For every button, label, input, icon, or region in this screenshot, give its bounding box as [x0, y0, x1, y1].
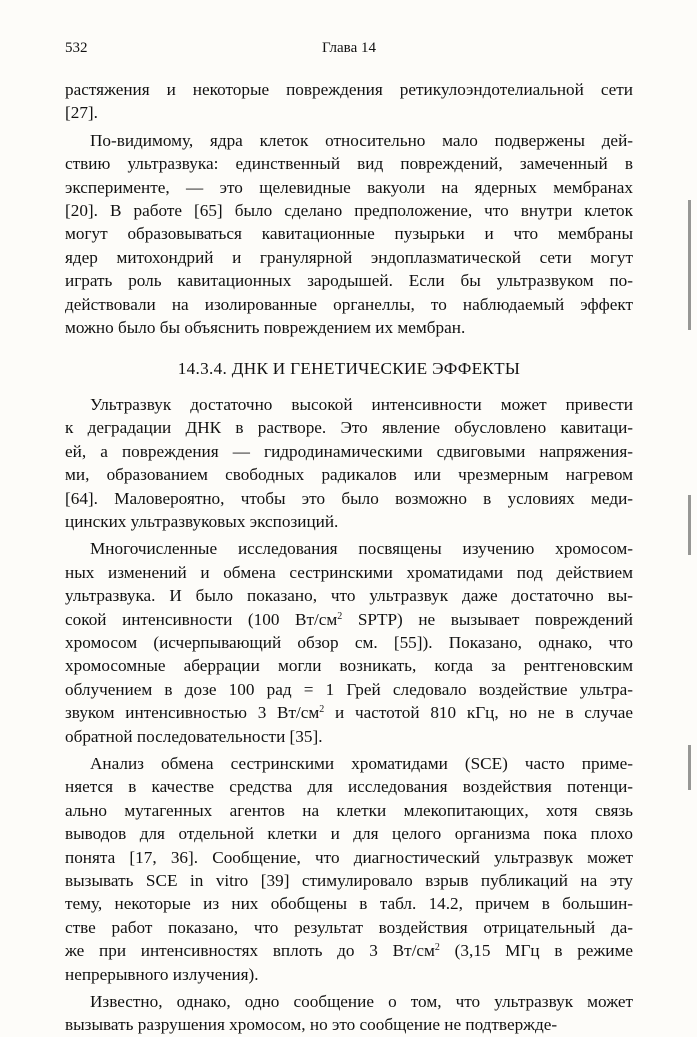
section-heading: 14.3.4. ДНК И ГЕНЕТИЧЕСКИЕ ЭФФЕКТЫ — [177, 359, 521, 379]
text-line: ствию ультразвука: единственный вид повреждений, замеченный в — [65, 154, 633, 174]
text-line: [27]. — [65, 103, 98, 123]
paragraph-continued — [65, 78, 633, 125]
text-line: действовали на изолированные органеллы, то наблюдаемый эффект — [65, 294, 633, 314]
text-line: няется в качестве средства для исследования воздействия потенци- — [65, 777, 633, 797]
text-line: к деградации ДНК в растворе. Это явление обусловлено кавитаци- — [65, 418, 633, 438]
text-line: Многочисленные исследования посвящены изучению хромосом- — [90, 539, 633, 559]
paragraph-sce-analysis — [65, 752, 633, 986]
text-line: По-видимому, ядра клеток относительно мало подвержены дей- — [90, 130, 633, 150]
text-line: тему, некоторые из них обобщены в табл. 14.2, причем в большин- — [65, 894, 633, 914]
text-line: ально мутагенных агентов на клетки млекопитающих, хотя связь — [65, 800, 633, 820]
text-line: эксперименте, — это щелевидные вакуоли на ядерных мембранах — [65, 177, 633, 197]
text-line: играть роль кавитационных зародышей. Если бы ультразвуком по- — [65, 271, 633, 291]
page-header — [65, 40, 633, 62]
text-line: вызывать SCE in vitro [39] стимулировало взрыв публикаций на эту — [65, 871, 633, 890]
text-line: могут образовываться кавитационные пузырьки и что мембраны — [65, 224, 633, 244]
paragraph-nuclei — [65, 129, 633, 340]
text-line: хромосомные аберрации могли возникать, когда за рентгеновским — [65, 656, 633, 676]
body-text — [65, 78, 633, 1037]
text-line: цинских ультразвуковых экспозиций. — [65, 511, 339, 531]
text-line: же при интенсивностях вплоть до 3 $Вт/см^2$ (3,15 МГц в режиме — [65, 941, 634, 961]
text-line: [64]. Маловероятно, чтобы это было возможно в условиях меди- — [65, 488, 633, 508]
scan-edge-mark — [688, 200, 691, 330]
running-title: Глава 14 — [322, 40, 376, 56]
text-line: можно было бы объяснить повреждением их мембран. — [65, 318, 466, 338]
scan-edge-mark — [688, 745, 691, 790]
text-line: Известно, однако, одно сообщение о том, что ультразвук может — [90, 992, 633, 1012]
paragraph-dna-degradation — [65, 393, 633, 533]
text-line: Анализ обмена сестринскими хроматидами (SCE) часто приме- — [90, 753, 633, 773]
text-line: непрерывного излучения). — [65, 964, 259, 984]
text-line: растяжения и некоторые повреждения ретикулоэндотелиальной сети — [65, 80, 633, 99]
text-line: ядер митохондрий и гранулярной эндоплазматической сети могут — [65, 247, 633, 267]
text-line: облучением в дозе 100 рад = 1 Грей следовало воздействие ультра- — [65, 679, 633, 699]
text-line: хромосом (исчерпывающий обзор см. [55]). Показано, однако, что — [65, 632, 633, 652]
text-line: обратной последовательности [35]. — [65, 726, 323, 746]
paragraph-chromosome-damage — [65, 990, 633, 1037]
text-line: ных изменений и обмена сестринскими хроматидами под действием — [65, 562, 633, 582]
text-line: ультразвука. И было показано, что ультразвук даже достаточно вы- — [65, 586, 633, 606]
text-line: вызывать разрушения хромосом, но это сообщение не подтвержде- — [65, 1015, 558, 1035]
book-page — [65, 40, 633, 1037]
text-line: выводов для отдельной клетки и для целого организма пока плохо — [65, 824, 633, 844]
text-line: сокой интенсивности (100 $Вт/см^2$ SPTP) не вызывает повреждений — [65, 609, 633, 629]
text-line: Ультразвук достаточно высокой интенсивности может привести — [90, 394, 633, 414]
text-line: [20]. В работе [65] было сделано предположение, что внутри клеток — [65, 201, 633, 221]
page-number: 532 — [65, 40, 88, 56]
paragraph-chromosome-studies — [65, 537, 633, 748]
text-line: стве работ показано, что результат воздействия отрицательный да- — [65, 917, 633, 937]
text-line: ей, а повреждения — гидродинамическими сдвиговыми напряжения- — [65, 441, 633, 461]
scan-edge-mark — [688, 495, 691, 555]
text-line: понята [17, 36]. Сообщение, что диагностический ультразвук может — [65, 847, 633, 867]
text-line: звуком интенсивностью 3 $Вт/см^2$ и частотой 810 кГц, но не в случае — [65, 703, 633, 723]
text-line: ми, образованием свободных радикалов или чрезмерным нагревом — [65, 465, 633, 485]
